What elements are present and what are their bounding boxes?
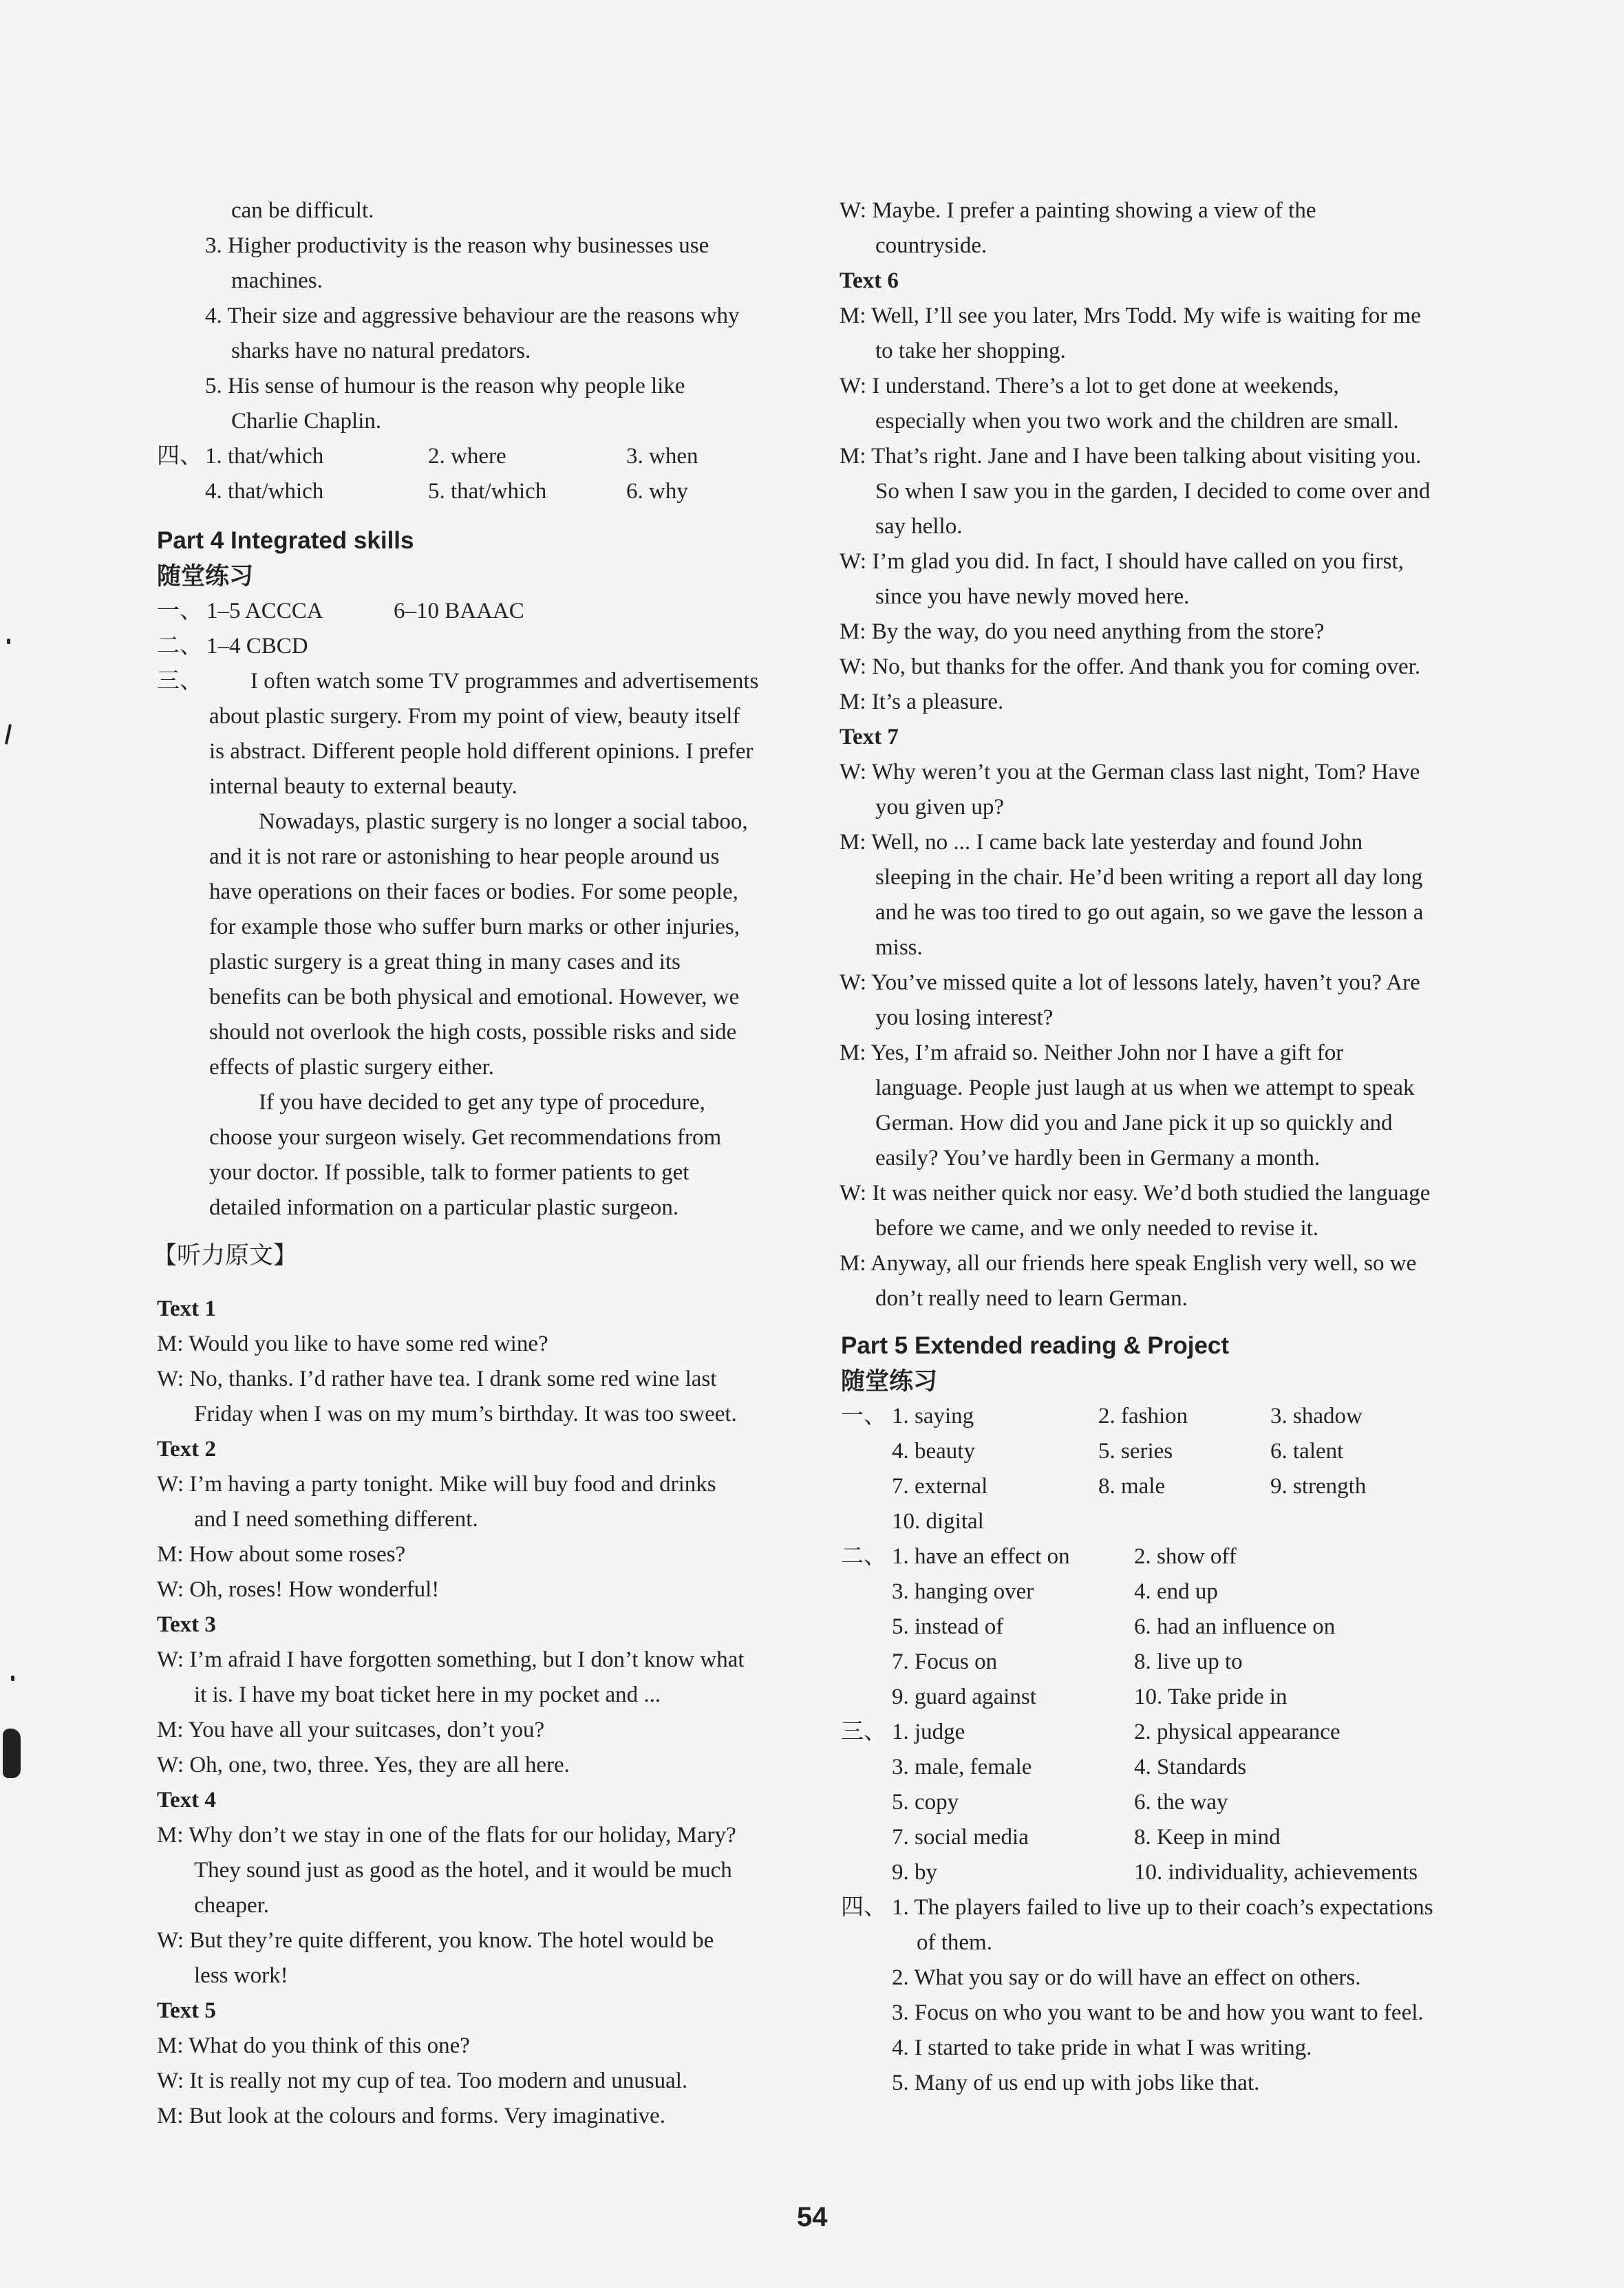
dialogue-line: W: No, thanks. I’d rather have tea. I drank some red wine last [157,1367,717,1391]
dialogue-line: and I need something different. [194,1507,478,1532]
dialogue-line: W: I’m glad you did. In fact, I should have called on you first, [840,549,1404,574]
text-heading: Text 4 [157,1788,216,1813]
part5-heading: Part 5 Extended reading & Project [841,1332,1230,1359]
p3-line: 3. Higher productivity is the reason why businesses use [205,233,709,258]
dialogue-line: M: You have all your suitcases, don’t you? [157,1718,545,1742]
essay-line: about plastic surgery. From my point of view, beauty itself [209,704,740,729]
scan-mark [3,1729,21,1778]
answer: 7. Focus on [892,1649,998,1674]
answer: 1. have an effect on [892,1544,1070,1569]
text-heading: Text 2 [157,1437,216,1462]
section-label: 一、 [841,1404,886,1429]
answer: 7. external [892,1474,988,1499]
answer: 2. fashion [1098,1404,1188,1429]
dialogue-line: W: Oh, roses! How wonderful! [157,1577,440,1602]
dialogue-line: W: I’m afraid I have forgotten something, but I don’t know what [157,1647,745,1672]
scan-mark [5,724,12,745]
dialogue-line: W: You’ve missed quite a lot of lessons lately, haven’t you? Are [840,970,1420,995]
dialogue-line: M: It’s a pleasure. [840,689,1004,714]
dialogue-line: W: Why weren’t you at the German class last night, Tom? Have [840,760,1420,784]
dialogue-line: don’t really need to learn German. [875,1286,1188,1311]
dialogue-line: to take her shopping. [875,339,1066,363]
essay-line: plastic surgery is a great thing in many cases and its [209,950,681,974]
dialogue-line: language. People just laugh at us when we attempt to speak [875,1076,1415,1100]
essay-line: Nowadays, plastic surgery is no longer a social taboo, [259,809,748,834]
answer: 8. male [1098,1474,1166,1499]
answer: 5. that/which [428,479,547,504]
essay-line: for example those who suffer burn marks or other injuries, [209,915,740,939]
p3-line: 4. Their size and aggressive behaviour are the reasons why [205,303,740,328]
dialogue-line: M: Anyway, all our friends here speak English very well, so we [840,1251,1417,1276]
answer: 4. end up [1134,1579,1218,1604]
dialogue-line: sleeping in the chair. He’d been writing a report all day long [875,865,1423,890]
dialogue-line: W: But they’re quite different, you know. The hotel would be [157,1928,714,1953]
answer: 8. live up to [1134,1649,1243,1674]
dialogue-line: M: Yes, I’m afraid so. Neither John nor I have a gift for [840,1040,1344,1065]
answer: 5. copy [892,1790,959,1815]
dialogue-line: So when I saw you in the garden, I decided to come over and [875,479,1431,504]
part4-subheading: 随堂练习 [157,563,254,590]
text-heading: Text 5 [157,1998,216,2023]
answer: 8. Keep in mind [1134,1825,1281,1850]
answer: 2. where [428,444,506,469]
dialogue-line: W: Oh, one, two, three. Yes, they are all here. [157,1753,570,1777]
answer: 6–10 BAAAC [394,599,524,623]
section-label: 四、 [841,1895,886,1920]
answer: 4. I started to take pride in what I was writing. [892,2035,1312,2060]
dialogue-line: say hello. [875,514,963,539]
answer: 4. Standards [1134,1755,1247,1779]
essay-line: have operations on their faces or bodies. For some people, [209,879,738,904]
dialogue-line: W: No, but thanks for the offer. And thank you for coming over. [840,654,1421,679]
dialogue-line: They sound just as good as the hotel, and it would be much [194,1858,732,1883]
p3-line: machines. [231,268,323,293]
dialogue-line: you given up? [875,795,1004,820]
answer: 3. shadow [1270,1404,1363,1429]
dialogue-line: before we came, and we only needed to revise it. [875,1216,1319,1241]
text-heading: Text 1 [157,1296,216,1321]
dialogue-line: M: Why don’t we stay in one of the flats for our holiday, Mary? [157,1823,736,1848]
essay-line: I often watch some TV programmes and advertisements [250,669,759,694]
answer: 3. hanging over [892,1579,1034,1604]
dialogue-line: miss. [875,935,923,960]
answer: 2. physical appearance [1134,1720,1340,1744]
part4-heading: Part 4 Integrated skills [157,527,414,554]
answer: 5. instead of [892,1614,1004,1639]
section-label: 二、 [157,634,202,659]
dialogue-line: you losing interest? [875,1005,1054,1030]
answer: 3. Focus on who you want to be and how you want to feel. [892,2000,1424,2025]
dialogue-line: M: Well, no ... I came back late yesterday and found John [840,830,1363,855]
part5-subheading: 随堂练习 [841,1368,938,1395]
answer: 10. Take pride in [1134,1685,1288,1709]
answer: 1. The players failed to live up to their coach’s expectations [892,1895,1433,1920]
essay-line: choose your surgeon wisely. Get recommendations from [209,1125,722,1150]
dialogue-line: M: What do you think of this one? [157,2033,470,2058]
dialogue-line: it is. I have my boat ticket here in my pocket and ... [194,1682,661,1707]
dialogue-line: W: It was neither quick nor easy. We’d both studied the language [840,1181,1431,1206]
essay-line: should not overlook the high costs, possible risks and side [209,1020,737,1045]
answer: 6. why [626,479,688,504]
essay-line: effects of plastic surgery either. [209,1055,494,1080]
p3-line: sharks have no natural predators. [231,339,531,363]
listening-heading: 【听力原文】 [153,1242,298,1270]
dialogue-line: W: Maybe. I prefer a painting showing a view of the [840,198,1316,223]
answer: 1. judge [892,1720,965,1744]
answer: 2. show off [1134,1544,1237,1569]
answer: 9. strength [1270,1474,1367,1499]
dialogue-line: W: It is really not my cup of tea. Too modern and unusual. [157,2068,688,2093]
answer: 4. that/which [205,479,324,504]
section-label: 三、 [841,1720,886,1744]
answer: 1–5 ACCCA [206,599,323,623]
answer: 3. when [626,444,698,469]
answer: 1. saying [892,1404,974,1429]
dialogue-line: M: How about some roses? [157,1542,406,1567]
dialogue-line: M: That’s right. Jane and I have been talking about visiting you. [840,444,1422,469]
section-label: 四、 [157,444,202,469]
answer: 5. series [1098,1439,1173,1464]
page-number: 54 [797,2202,828,2232]
answer: 1. that/which [205,444,324,469]
dialogue-line: W: I understand. There’s a lot to get done at weekends, [840,374,1339,398]
dialogue-line: and he was too tired to go out again, so we gave the lesson a [875,900,1424,925]
dialogue-line: German. How did you and Jane pick it up so quickly and [875,1111,1393,1135]
answer: 3. male, female [892,1755,1032,1779]
dialogue-line: W: I’m having a party tonight. Mike will buy food and drinks [157,1472,716,1497]
dialogue-line: cheaper. [194,1893,270,1918]
answer: of them. [917,1930,992,1955]
text-heading: Text 6 [840,268,899,293]
answer: 10. digital [892,1509,984,1534]
dialogue-line: less work! [194,1963,288,1988]
text-heading: Text 3 [157,1612,216,1637]
answer: 9. guard against [892,1685,1036,1709]
essay-line: detailed information on a particular plastic surgeon. [209,1195,679,1220]
answer: 6. talent [1270,1439,1344,1464]
dialogue-line: countryside. [875,233,987,258]
essay-line: If you have decided to get any type of procedure, [259,1090,705,1115]
p3-line: 5. His sense of humour is the reason why people like [205,374,685,398]
answer: 4. beauty [892,1439,975,1464]
answer: 1–4 CBCD [206,634,308,659]
dialogue-line: especially when you two work and the children are small. [875,409,1399,434]
dialogue-line: M: Would you like to have some red wine? [157,1332,548,1356]
scan-mark [11,1676,14,1681]
essay-line: and it is not rare or astonishing to hear people around us [209,844,720,869]
answer: 5. Many of us end up with jobs like that. [892,2071,1260,2095]
p3-line: Charlie Chaplin. [231,409,382,434]
answer: 9. by [892,1860,937,1885]
answer: 2. What you say or do will have an effect on others. [892,1965,1361,1990]
dialogue-line: M: But look at the colours and forms. Very imaginative. [157,2104,666,2128]
section-label: 三、 [157,669,202,694]
dialogue-line: M: Well, I’ll see you later, Mrs Todd. My wife is waiting for me [840,303,1421,328]
dialogue-line: since you have newly moved here. [875,584,1190,609]
section-label: 二、 [841,1544,886,1569]
answer: 6. had an influence on [1134,1614,1336,1639]
essay-line: internal beauty to external beauty. [209,774,517,799]
dialogue-line: Friday when I was on my mum’s birthday. It was too sweet. [194,1402,737,1426]
essay-line: your doctor. If possible, talk to former patients to get [209,1160,690,1185]
dialogue-line: easily? You’ve hardly been in Germany a month. [875,1146,1321,1170]
section-label: 一、 [157,599,202,623]
essay-line: benefits can be both physical and emotional. However, we [209,985,740,1009]
dialogue-line: M: By the way, do you need anything from the store? [840,619,1325,644]
essay-line: is abstract. Different people hold different opinions. I prefer [209,739,754,764]
answer: 6. the way [1134,1790,1228,1815]
p3-line: can be difficult. [231,198,374,223]
answer: 7. social media [892,1825,1029,1850]
answer: 10. individuality, achievements [1134,1860,1418,1885]
scan-mark [7,639,10,644]
text-heading: Text 7 [840,725,899,749]
